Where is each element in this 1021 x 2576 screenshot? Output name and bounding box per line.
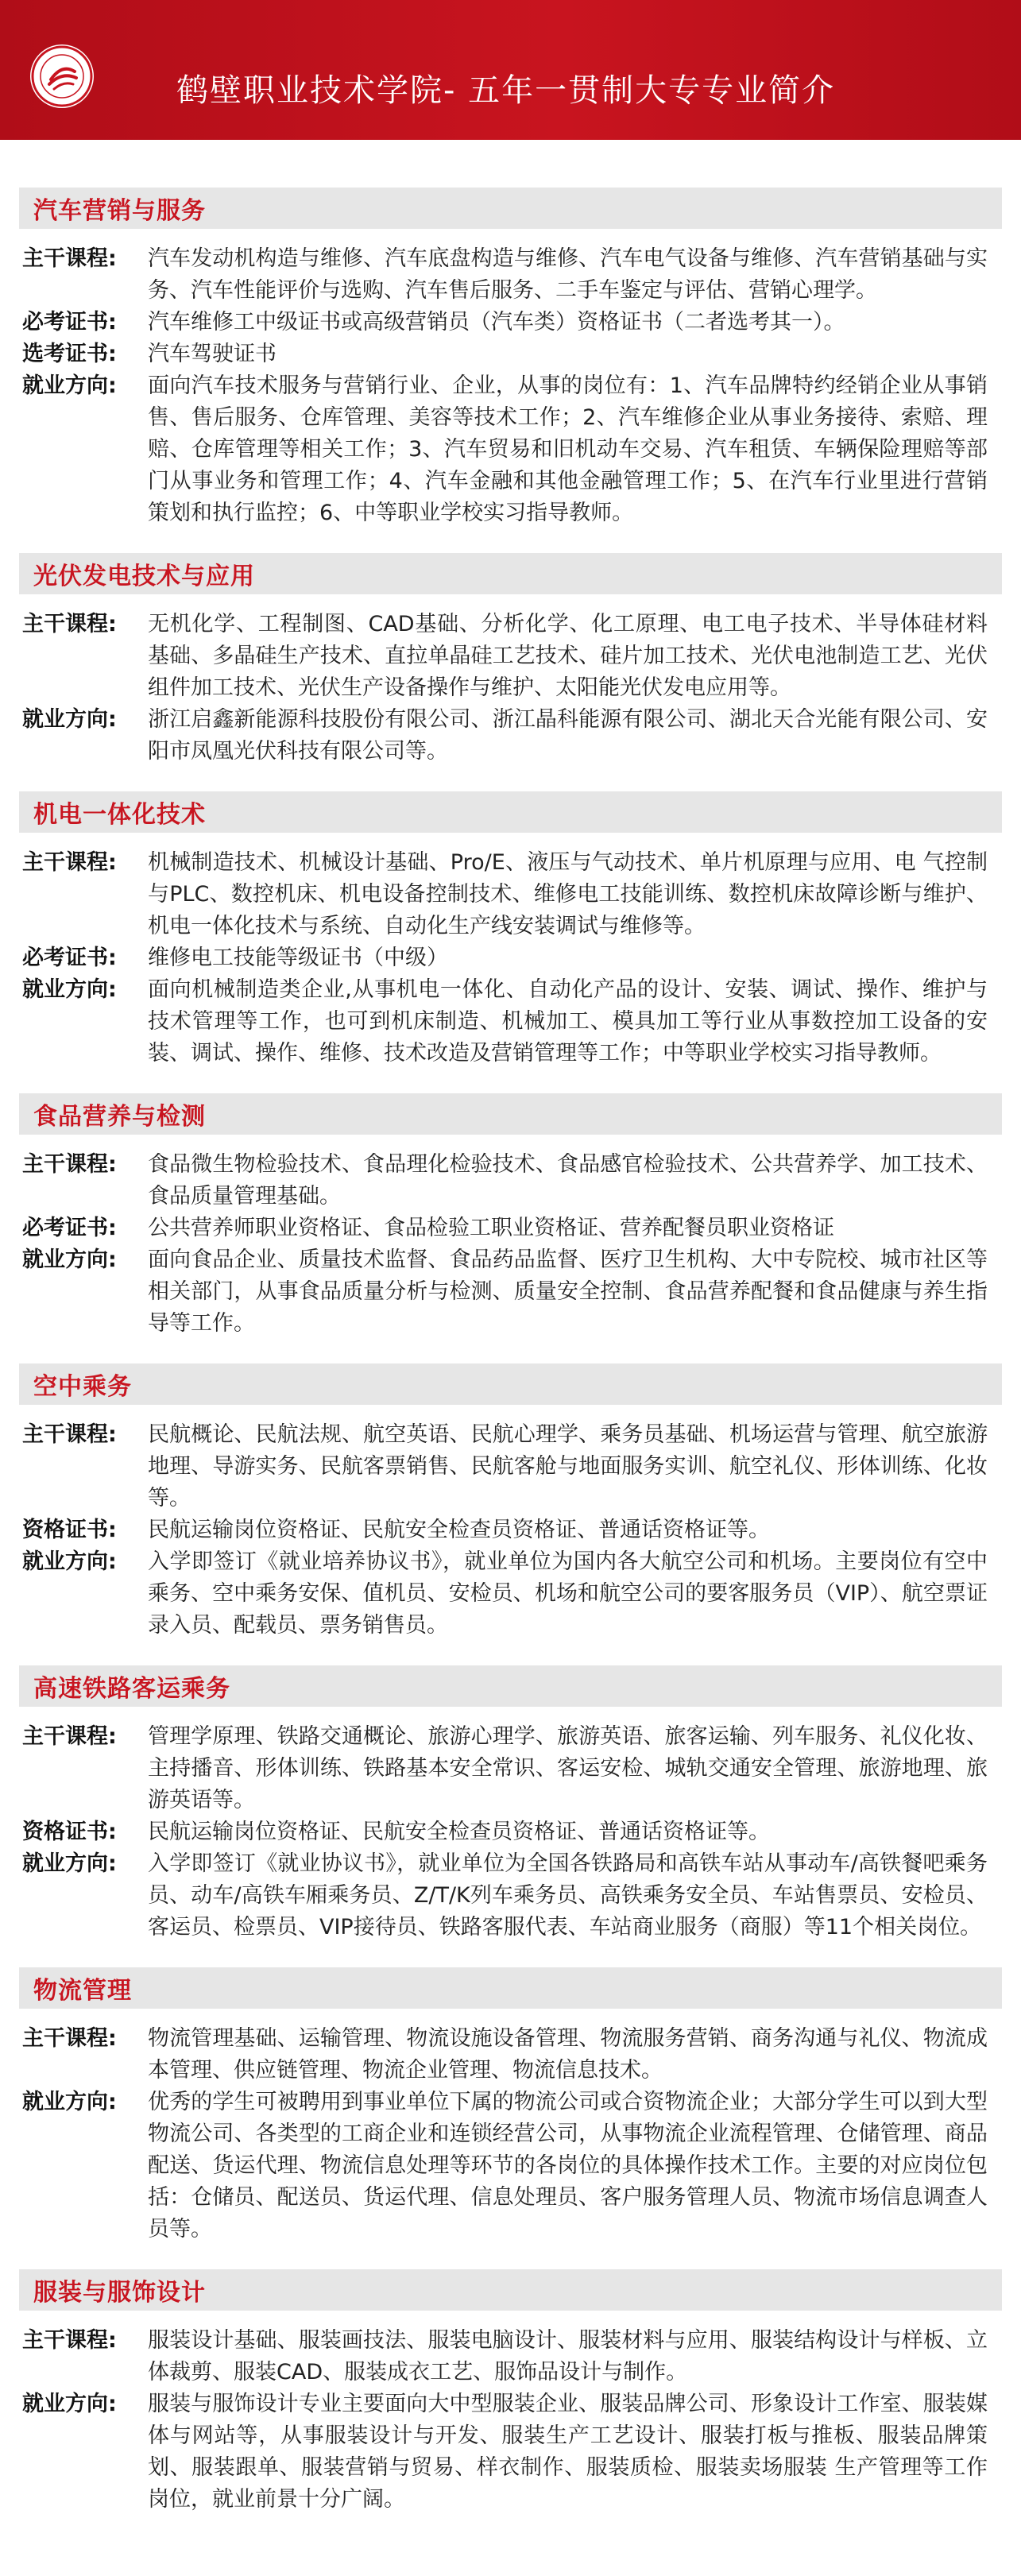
- major-section: [19, 1363, 1002, 1642]
- row-label: 就业方向:: [22, 977, 117, 1002]
- section-header: [19, 1665, 1002, 1707]
- row-label: 就业方向:: [22, 2090, 117, 2114]
- row-label: 就业方向:: [22, 2392, 117, 2416]
- info-row: [19, 2023, 1002, 2087]
- info-row: [19, 974, 1002, 1069]
- info-row: [19, 243, 1002, 307]
- major-section: [19, 2269, 1002, 2516]
- info-row: [19, 338, 1002, 370]
- row-text: 维修电工技能等级证书（中级）: [148, 946, 448, 970]
- info-row: [19, 1721, 1002, 1816]
- row-label: 主干课程:: [22, 850, 117, 875]
- row-text: 公共营养师职业资格证、食品检验工职业资格证、营养配餐员职业资格证: [148, 1216, 834, 1240]
- main-content: [0, 140, 1021, 2516]
- row-text: 物流管理基础、运输管理、物流设施设备管理、物流服务营销、商务沟通与礼仪、物流成本管理、供应链管理、物流企业管理、物流信息技术。: [148, 2026, 988, 2083]
- row-label: 选考证书:: [22, 342, 117, 366]
- section-title: 食品营养与检测: [33, 1103, 206, 1131]
- info-row: [19, 2388, 1002, 2516]
- row-label: 主干课程:: [22, 1152, 117, 1177]
- info-row: [19, 1514, 1002, 1546]
- row-label: 就业方向:: [22, 1247, 117, 1272]
- info-row: [19, 370, 1002, 529]
- section-header: [19, 791, 1002, 833]
- row-label: 主干课程:: [22, 2026, 117, 2051]
- info-row: [19, 1848, 1002, 1944]
- section-title: 物流管理: [33, 1977, 132, 2005]
- major-section: [19, 1093, 1002, 1340]
- section-header: [19, 1093, 1002, 1135]
- row-text: 优秀的学生可被聘用到事业单位下属的物流公司或合资物流企业；大部分学生可以到大型物流公司、各类型的工商企业和连锁经营公司，从事物流企业流程管理、仓储管理、商品配送、货运代理、物流信息处理等环节的各岗位的具体操作技术工作。主要的对应岗位包括：仓储员、配送员、货运代理、信息处理员、客户服务管理人员、物流市场信息调查人员等。: [148, 2090, 988, 2241]
- major-section: [19, 1665, 1002, 1944]
- info-row: [19, 2087, 1002, 2245]
- row-label: 主干课程:: [22, 1724, 117, 1749]
- row-text: 浙江启鑫新能源科技股份有限公司、浙江晶科能源有限公司、湖北天合光能有限公司、安阳市凤凰光伏科技有限公司等。: [148, 707, 988, 764]
- row-label: 主干课程:: [22, 2328, 117, 2353]
- row-label: 主干课程:: [22, 1422, 117, 1447]
- info-row: [19, 1149, 1002, 1213]
- info-row: [19, 2325, 1002, 2388]
- row-text: 无机化学、工程制图、CAD基础、分析化学、化工原理、电工电子技术、半导体硅材料基础、多晶硅生产技术、直拉单晶硅工艺技术、硅片加工技术、光伏电池制造工艺、光伏组件加工技术、光伏生产设备操作与维护、太阳能光伏发电应用等。: [148, 612, 988, 700]
- major-section: [19, 791, 1002, 1069]
- row-text: 管理学原理、铁路交通概论、旅游心理学、旅游英语、旅客运输、列车服务、礼仪化妆、主持播音、形体训练、铁路基本安全常识、客运安检、城轨交通安全管理、旅游地理、旅游英语等。: [148, 1724, 988, 1812]
- info-row: [19, 609, 1002, 704]
- row-text: 民航概论、民航法规、航空英语、民航心理学、乘务员基础、机场运营与管理、航空旅游地理、导游实务、民航客票销售、民航客舱与地面服务实训、航空礼仪、形体训练、化妆等。: [148, 1422, 988, 1510]
- info-row: [19, 307, 1002, 338]
- row-text: 面向汽车技术服务与营销行业、企业，从事的岗位有：1、汽车品牌特约经销企业从事销售、售后服务、仓库管理、美容等技术工作；2、汽车维修企业从事业务接待、索赔、理赔、仓库管理等相关工作；3、汽车贸易和旧机动车交易、汽车租赁、车辆保险理赔等部门从事业务和管理工作；4、汽车金融和其他金融管理工作；5、在汽车行业里进行营销策划和执行监控；6、中等职业学校实习指导教师。: [148, 373, 988, 525]
- row-text: 汽车发动机构造与维修、汽车底盘构造与维修、汽车电气设备与维修、汽车营销基础与实务、汽车性能评价与选购、汽车售后服务、二手车鉴定与评估、营销心理学。: [148, 246, 988, 303]
- section-title: 汽车营销与服务: [33, 197, 206, 225]
- row-text: 服装设计基础、服装画技法、服装电脑设计、服装材料与应用、服装结构设计与样板、立体裁剪、服装CAD、服装成衣工艺、服饰品设计与制作。: [148, 2328, 988, 2385]
- row-text: 汽车驾驶证书: [148, 342, 277, 366]
- major-section: [19, 1967, 1002, 2245]
- row-text: 入学即签订《就业培养协议书》，就业单位为国内各大航空公司和机场。主要岗位有空中乘务、空中乘务安保、值机员、安检员、机场和航空公司的要客服务员（VIP）、航空票证录入员、配载员、票务销售员。: [148, 1549, 988, 1638]
- row-text: 入学即签订《就业协议书》，就业单位为全国各铁路局和高铁车站从事动车/高铁餐吧乘务员、动车/高铁车厢乘务员、Z/T/K列车乘务员、高铁乘务安全员、车站售票员、安检员、客运员、检票员、VIP接待员、铁路客服代表、车站商业服务（商服）等11个相关岗位。: [148, 1851, 988, 1940]
- info-row: [19, 1213, 1002, 1244]
- row-text: 面向机械制造类企业,从事机电一体化、自动化产品的设计、安装、调试、操作、维护与技术管理等工作，也可到机床制造、机械加工、模具加工等行业从事数控加工设备的安装、调试、操作、维修、技术改造及营销管理等工作；中等职业学校实习指导教师。: [148, 977, 988, 1066]
- row-text: 民航运输岗位资格证、民航安全检查员资格证、普通话资格证等。: [148, 1518, 770, 1542]
- row-label: 主干课程:: [22, 246, 117, 271]
- section-header: [19, 1967, 1002, 2009]
- info-row: [19, 1244, 1002, 1340]
- section-title: 机电一体化技术: [33, 801, 206, 829]
- row-label: 就业方向:: [22, 1851, 117, 1876]
- major-section: [19, 188, 1002, 529]
- info-row: [19, 942, 1002, 974]
- section-header: [19, 188, 1002, 229]
- row-label: 必考证书:: [22, 1216, 117, 1240]
- info-row: [19, 1546, 1002, 1642]
- section-title: 服装与服饰设计: [33, 2279, 206, 2307]
- section-header: [19, 1363, 1002, 1405]
- section-header: [19, 553, 1002, 594]
- major-section: [19, 553, 1002, 768]
- row-label: 就业方向:: [22, 1549, 117, 1574]
- row-text: 服装与服饰设计专业主要面向大中型服装企业、服装品牌公司、形象设计工作室、服装媒体与网站等，从事服装设计与开发、服装生产工艺设计、服装打板与推板、服装品牌策划、服装跟单、服装营销与贸易、样衣制作、服装质检、服装卖场服装 生产管理等工作岗位，就业前景十分广阔。: [148, 2392, 988, 2512]
- row-text: 汽车维修工中级证书或高级营销员（汽车类）资格证书（二者选考其一）。: [148, 310, 845, 335]
- row-label: 就业方向:: [22, 707, 117, 732]
- info-row: [19, 704, 1002, 768]
- section-title: 高速铁路客运乘务: [33, 1675, 230, 1703]
- row-label: 资格证书:: [22, 1820, 117, 1844]
- row-label: 必考证书:: [22, 946, 117, 970]
- row-label: 主干课程:: [22, 612, 117, 636]
- section-title: 空中乘务: [33, 1373, 132, 1401]
- row-text: 机械制造技术、机械设计基础、Pro/E、液压与气动技术、单片机原理与应用、电 气控制与PLC、数控机床、机电设备控制技术、维修电工技能训练、数控机床故障诊断与维护、机电一体化技术与系统、自动化生产线安装调试与维修等。: [148, 850, 988, 938]
- section-header: [19, 2269, 1002, 2311]
- row-text: 食品微生物检验技术、食品理化检验技术、食品感官检验技术、公共营养学、加工技术、食品质量管理基础。: [148, 1152, 988, 1209]
- info-row: [19, 1419, 1002, 1514]
- row-text: 面向食品企业、质量技术监督、食品药品监督、医疗卫生机构、大中专院校、城市社区等相关部门，从事食品质量分析与检测、质量安全控制、食品营养配餐和食品健康与养生指导等工作。: [148, 1247, 988, 1336]
- row-label: 必考证书:: [22, 310, 117, 335]
- row-label: 资格证书:: [22, 1518, 117, 1542]
- info-row: [19, 847, 1002, 942]
- info-row: [19, 1816, 1002, 1848]
- section-title: 光伏发电技术与应用: [33, 563, 255, 590]
- header-banner: [0, 0, 1021, 140]
- college-logo-icon: [30, 44, 94, 108]
- row-label: 就业方向:: [22, 373, 117, 398]
- page-title: 鹤壁职业技术学院- 五年一贯制大专专业简介: [176, 72, 836, 109]
- row-text: 民航运输岗位资格证、民航安全检查员资格证、普通话资格证等。: [148, 1820, 770, 1844]
